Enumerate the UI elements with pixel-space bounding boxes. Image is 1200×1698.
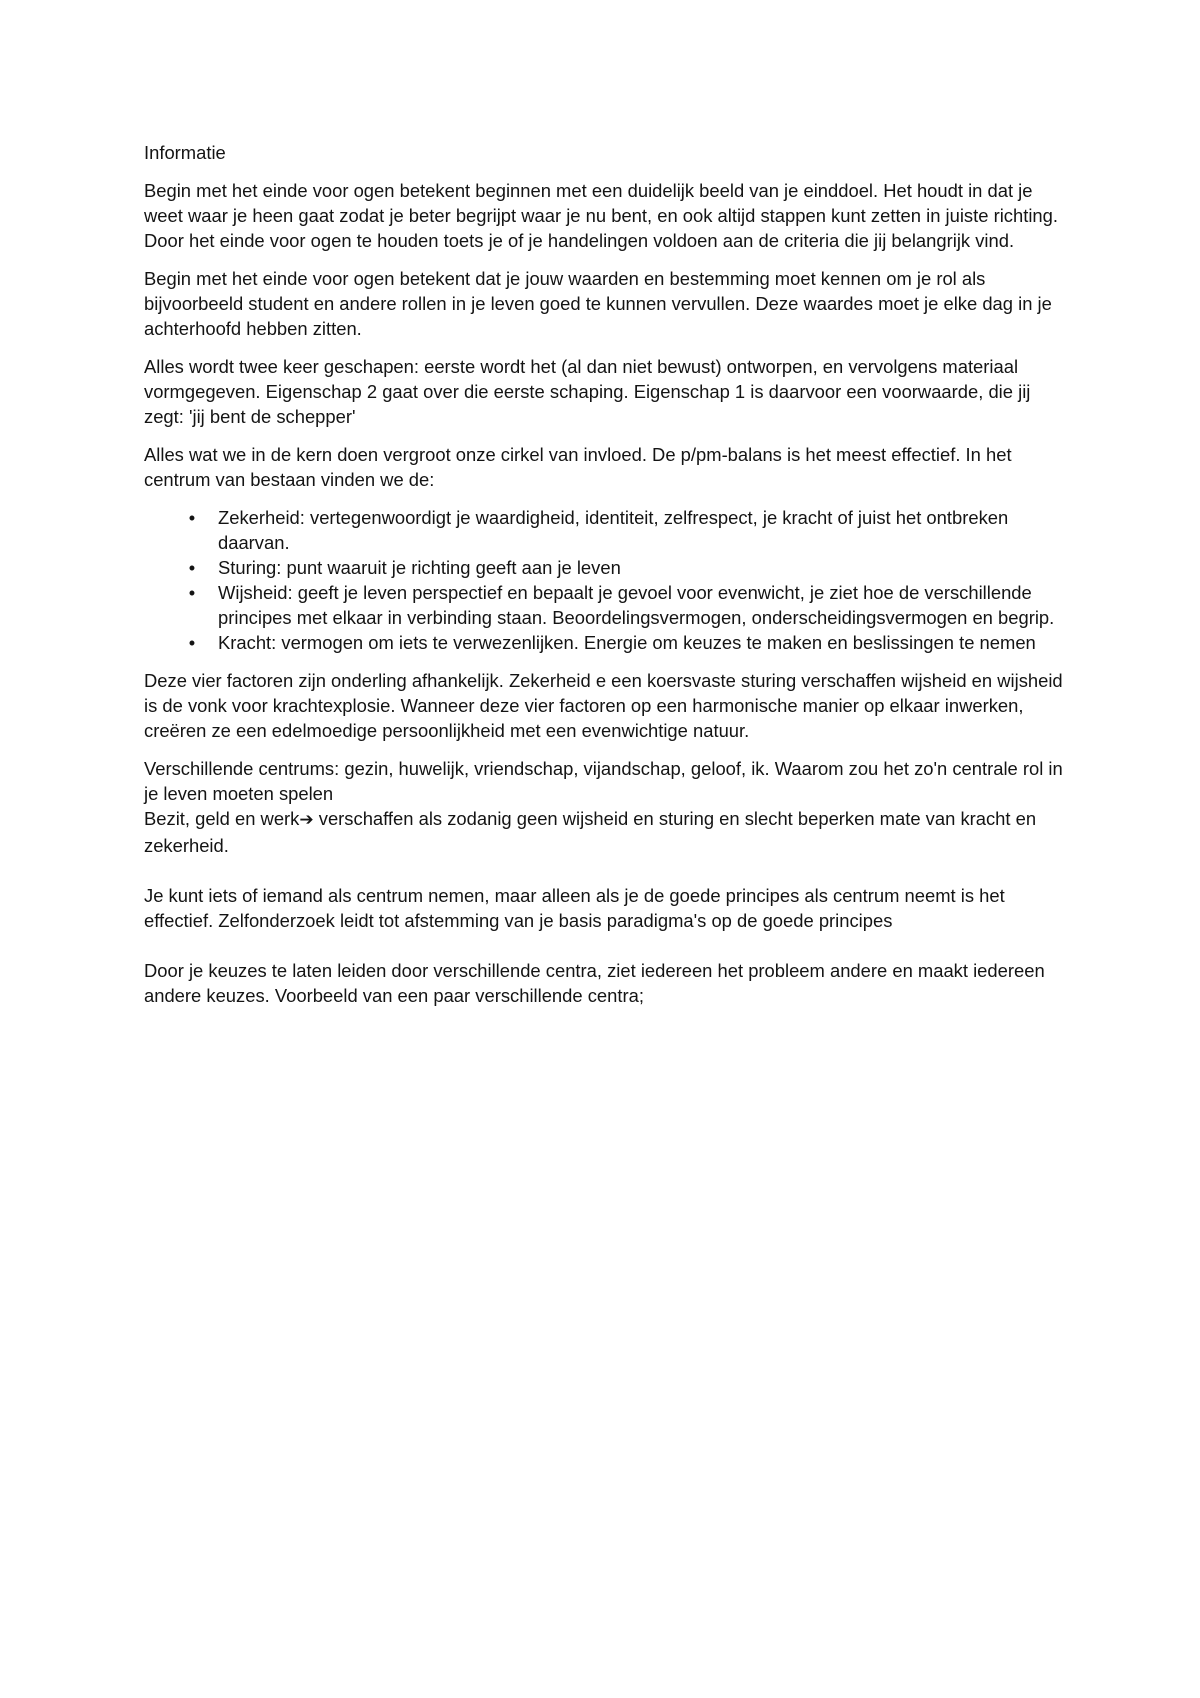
paragraph-factoren: Deze vier factoren zijn onderling afhankelijk. Zekerheid e een koersvaste sturing verschaffen wijsheid en wijsheid is de vonk voor krachtexplosie. Wanneer deze vier factoren op een harmonische manier op elkaar inwerken, creëren ze een edelmoedige persoonlijkheid met een evenwichtige natuur. bbox=[144, 670, 1063, 741]
list-item bbox=[144, 630, 1064, 655]
paragraph-cirkel-van-invloed: Alles wat we in de kern doen vergroot onze cirkel van invloed. De p/pm-balans is het meest effectief. In het centrum van bestaan vinden we de: bbox=[144, 444, 1012, 490]
list-item-text: Kracht: vermogen om iets te verwezenlijken. Energie om keuzes te maken en beslissingen te nemen bbox=[218, 632, 1036, 653]
bullet-icon: • bbox=[188, 557, 196, 578]
bullet-icon: • bbox=[188, 507, 196, 528]
paragraph-centrums: Verschillende centrums: gezin, huwelijk, vriendschap, vijandschap, geloof, ik. Waarom zou het zo'n centrale rol in je leven moeten spelen bbox=[144, 758, 1063, 804]
bullet-icon: • bbox=[188, 632, 196, 653]
empty-line bbox=[144, 933, 1064, 958]
empty-line bbox=[144, 858, 1064, 883]
list-item-text: Zekerheid: vertegenwoordigt je waardigheid, identiteit, zelfrespect, je kracht of juist het ontbreken daarvan. bbox=[218, 507, 1009, 553]
bezit-lead: Bezit, geld en werk bbox=[144, 808, 300, 829]
document-page bbox=[144, 140, 1064, 1008]
list-item-text: Wijsheid: geeft je leven perspectief en bepaalt je gevoel voor evenwicht, je ziet hoe de verschillende principes met elkaar in verbinding staan. Beoordelingsvermogen, onderscheidingsvermogen en begrip. bbox=[218, 582, 1055, 628]
list-item bbox=[144, 580, 1064, 630]
document-title: Informatie bbox=[144, 142, 226, 163]
list-item-text: Sturing: punt waaruit je richting geeft aan je leven bbox=[218, 557, 621, 578]
bezit-rest: verschaffen als zodanig geen wijsheid en sturing en slecht beperken mate van kracht en zekerheid. bbox=[144, 808, 1037, 856]
paragraph-bezit bbox=[144, 806, 1064, 858]
bullet-icon: • bbox=[188, 582, 196, 603]
paragraph-waarden: Begin met het einde voor ogen betekent dat je jouw waarden en bestemming moet kennen om je rol als bijvoorbeeld student en andere rollen in je leven goed te kunnen vervullen. Deze waardes moet je elke dag in je achterhoofd hebben zitten. bbox=[144, 268, 1052, 339]
arrow-right-icon: ➔ bbox=[299, 810, 314, 830]
paragraph-iemand: Je kunt iets of iemand als centrum nemen, maar alleen als je de goede principes als centrum neemt is het effectief. Zelfonderzoek leidt tot afstemming van je basis paradigma's op de goede principes bbox=[144, 885, 1005, 931]
paragraph-einddoel: Begin met het einde voor ogen betekent beginnen met een duidelijk beeld van je einddoel. Het houdt in dat je weet waar je heen gaat zodat je beter begrijpt waar je nu bent, en ook altijd stappen kunt zetten in juiste richting. Door het einde voor ogen te houden toets je of je handelingen voldoen aan de criteria die jij belangrijk vind. bbox=[144, 180, 1058, 251]
paragraph-keuzes: Door je keuzes te laten leiden door verschillende centra, ziet iedereen het probleem andere en maakt iedereen andere keuzes. Voorbeeld van een paar verschillende centra; bbox=[144, 960, 1045, 1006]
bullet-list bbox=[144, 505, 1064, 655]
paragraph-geschapen: Alles wordt twee keer geschapen: eerste wordt het (al dan niet bewust) ontworpen, en vervolgens materiaal vormgegeven. Eigenschap 2 gaat over die eerste schaping. Eigenschap 1 is daarvoor een voorwaarde, die jij zegt: 'jij bent de schepper' bbox=[144, 356, 1031, 427]
list-item bbox=[144, 505, 1064, 555]
list-item bbox=[144, 555, 1064, 580]
